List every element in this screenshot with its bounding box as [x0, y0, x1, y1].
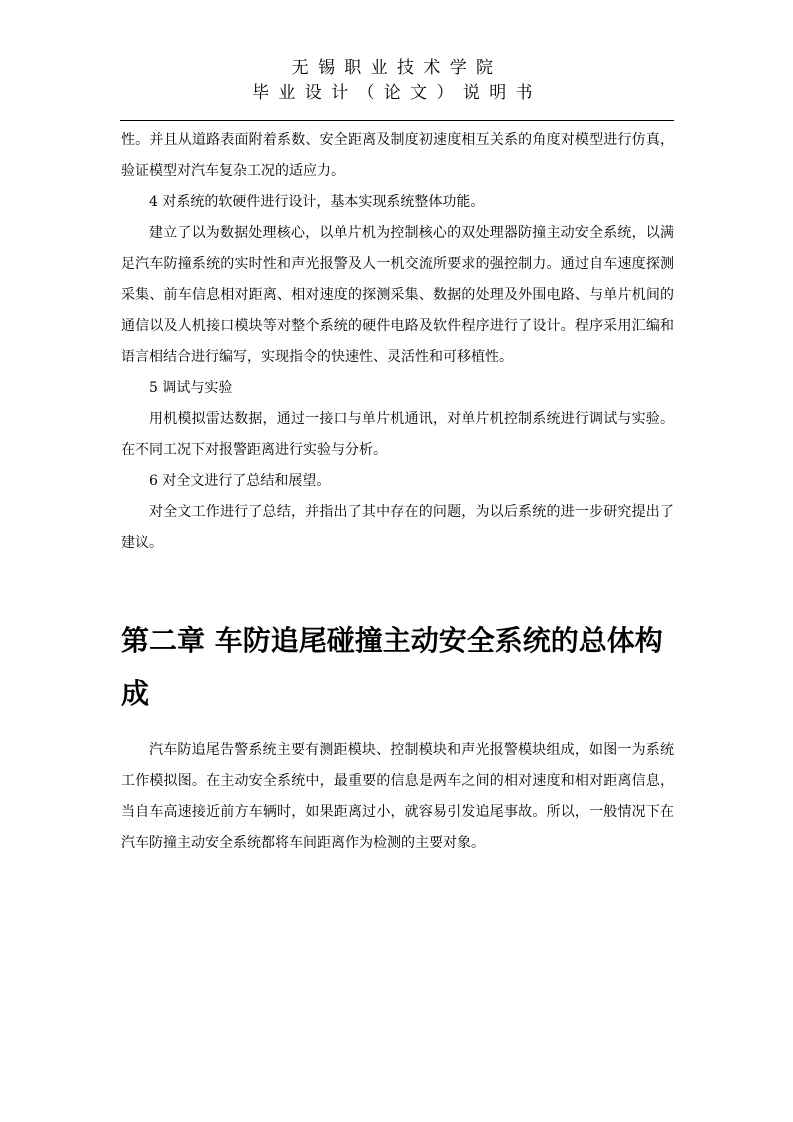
body-text: [121, 125, 674, 559]
paragraph-continuation: 性。并且从道路表面附着系数、安全距离及制度初速度相互关系的角度对模型进行仿真，验证模型对汽车复杂工况的适应力。: [121, 132, 674, 179]
header-document-type: 毕业设计（论文）说明书: [252, 83, 542, 103]
paragraph-item-5-detail: 用机模拟雷达数据，通过一接口与单片机通讯，对单片机控制系统进行调试与实验。在不同工况下对报警距离进行实验与分析。: [121, 411, 674, 458]
paragraph-item-4-detail: 建立了以为数据处理核心，以单片机为控制核心的双处理器防撞主动安全系统，以满足汽车防撞系统的实时性和声光报警及人一机交流所要求的强控制力。通过自车速度探测采集、前车信息相对距离、相对速度的探测采集、数据的处理及外围电路、与单片机间的通信以及人机接口模块等对整个系统的硬件电路及软件程序进行了设计。程序采用汇编和语言相结合进行编写，实现指令的快速性、灵活性和可移植性。: [121, 225, 674, 365]
chapter-paragraph: 汽车防追尾告警系统主要有测距模块、控制模块和声光报警模块组成，如图一为系统工作模拟图。在主动安全系统中，最重要的信息是两车之间的相对速度和相对距离信息，当自车高速接近前方车辆时，如果距离过小，就容易引发追尾事故。所以，一般情况下在汽车防撞主动安全系统都将车间距离作为检测的主要对象。: [121, 742, 674, 851]
header-divider: [120, 120, 674, 121]
paragraph-item-5: 5 调试与实验: [149, 380, 233, 396]
chapter-heading: 第二章 车防追尾碰撞主动安全系统的总体构成: [121, 624, 663, 710]
paragraph-item-6-detail: 对全文工作进行了总结，并指出了其中存在的问题，为以后系统的进一步研究提出了建议。: [121, 504, 674, 551]
chapter-body-text: [121, 735, 674, 859]
paragraph-item-4: 4 对系统的软硬件进行设计，基本实现系统整体功能。: [149, 194, 485, 210]
header-institution: 无锡职业技术学院: [291, 58, 503, 78]
page-header: [120, 56, 674, 106]
paragraph-item-6: 6 对全文进行了总结和展望。: [149, 473, 331, 489]
